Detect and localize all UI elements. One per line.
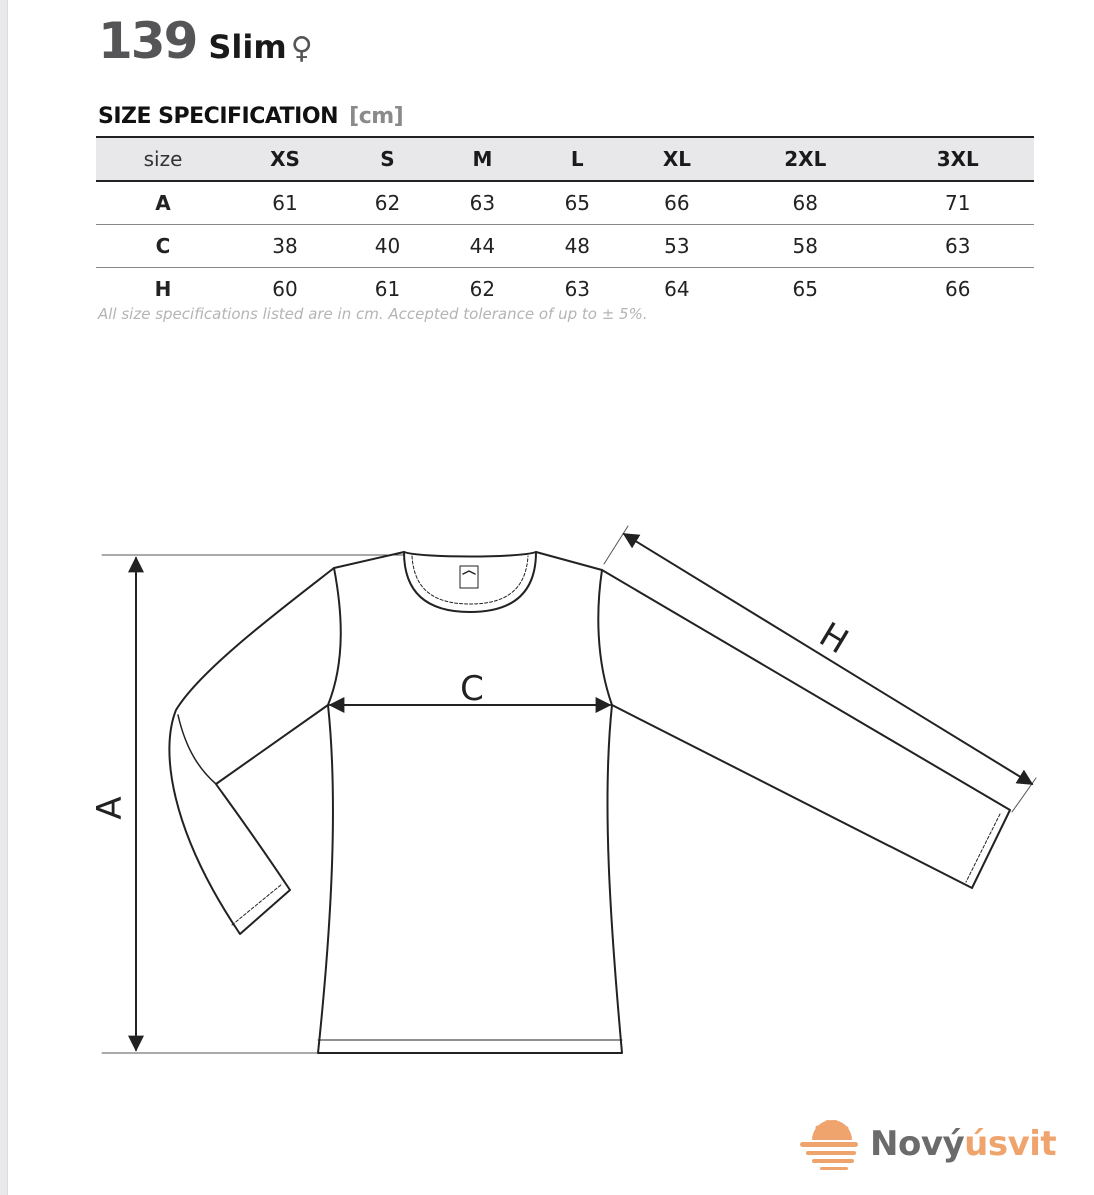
header-m: M xyxy=(435,137,530,181)
shirt-label-tag xyxy=(460,566,478,588)
row-label: A xyxy=(96,181,230,225)
measure-h-arrow xyxy=(624,534,1032,784)
spec-heading-text: SIZE SPECIFICATION xyxy=(98,104,338,129)
shirt-collar xyxy=(404,552,536,557)
shirt-collar-stitch xyxy=(412,556,528,604)
table-cell: 71 xyxy=(882,181,1035,225)
brand-logo-icon xyxy=(463,571,475,574)
table-cell: 63 xyxy=(882,225,1035,268)
shirt-collar-inner xyxy=(404,552,536,612)
product-title xyxy=(98,12,313,76)
table-cell: 40 xyxy=(340,225,435,268)
shirt-body-outline xyxy=(318,552,622,1053)
table-cell: 38 xyxy=(230,225,340,268)
header-3xl: 3XL xyxy=(882,137,1035,181)
table-cell: 60 xyxy=(272,277,298,301)
product-number: 139 xyxy=(98,12,197,70)
shirt-left-sleeve xyxy=(169,568,334,934)
table-cell: 61 xyxy=(230,181,340,225)
tolerance-note: All size specifications listed are in cm. Accepted tolerance of up to ± 5%. xyxy=(98,305,648,323)
spec-heading xyxy=(98,104,403,129)
table-cell: 65 xyxy=(792,277,818,301)
header-xl: XL xyxy=(625,137,729,181)
header-l: L xyxy=(530,137,625,181)
header-size: size xyxy=(96,137,230,181)
table-cell: 61 xyxy=(374,277,401,301)
header-s: S xyxy=(340,137,435,181)
table-row xyxy=(96,181,1034,225)
table-cell: 62 xyxy=(340,181,435,225)
measure-a-label: A xyxy=(90,796,130,820)
table-cell: 58 xyxy=(729,225,881,268)
row-label: H xyxy=(154,277,172,301)
spec-heading-unit: [cm] xyxy=(349,104,404,129)
table-row xyxy=(96,225,1034,268)
female-symbol-icon: ♀ xyxy=(290,31,313,66)
header-2xl: 2XL xyxy=(729,137,881,181)
shirt-right-cuff-stitch xyxy=(966,814,1000,882)
table-cell: 65 xyxy=(530,181,625,225)
row-label: C xyxy=(96,225,230,268)
table-cell: 63 xyxy=(564,277,591,301)
measure-h-guide-top xyxy=(604,526,628,564)
measure-c-label: C xyxy=(460,669,484,709)
table-cell: 48 xyxy=(530,225,625,268)
table-row xyxy=(96,268,1034,311)
table-cell: 44 xyxy=(435,225,530,268)
measure-h-label: H xyxy=(812,614,855,663)
shirt-measurement-diagram xyxy=(0,500,1094,1080)
table-cell: 62 xyxy=(469,277,496,301)
table-cell: 68 xyxy=(729,181,881,225)
size-table xyxy=(96,136,1034,310)
shirt-right-sleeve xyxy=(602,570,1010,888)
brand-logo-part1: Nový xyxy=(870,1124,965,1164)
shirt-left-sleeve-fold xyxy=(178,715,216,784)
brand-logo-part2: úsvit xyxy=(964,1124,1057,1164)
table-cell: 53 xyxy=(625,225,729,268)
table-cell: 64 xyxy=(664,277,690,301)
table-cell: 63 xyxy=(435,181,530,225)
table-cell: 66 xyxy=(945,277,971,301)
table-header-row xyxy=(96,137,1034,181)
table-cell: 66 xyxy=(625,181,729,225)
product-name: Slim xyxy=(208,28,287,66)
header-xs: XS xyxy=(230,137,340,181)
brand-logo-text xyxy=(870,1124,1056,1164)
